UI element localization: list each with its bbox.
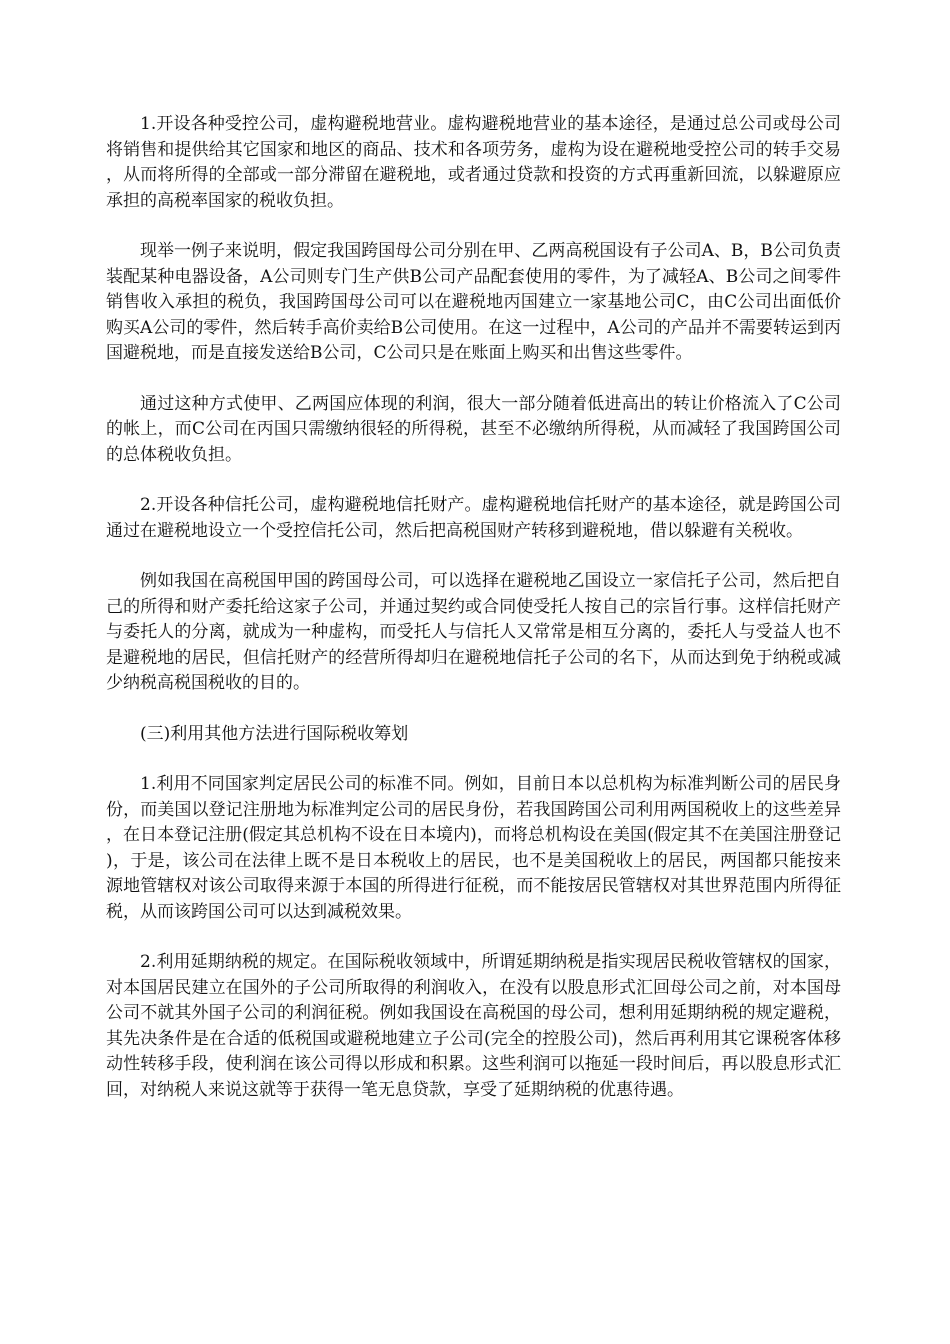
paragraph-trust-example: 例如我国在高税国甲国的跨国母公司，可以选择在避税地乙国设立一家信托子公司，然后把自己的所得和财产委托给这家子公司，并通过契约或合同使受托人按自己的宗旨行事。这样信托财产与委托人的分离，就成为一种虚构，而受托人与信托人又常常是相互分离的，委托人与受益人也不是避税地的居民，但信托财产的经营所得却归在避税地信托子公司的名下，从而达到免于纳税或减少纳税高税国税收的目的。	[106, 571, 841, 693]
document-body	[106, 112, 841, 1128]
paragraph-deferred-tax: 2.利用延期纳税的规定。在国际税收领域中，所谓延期纳税是指实现居民税收管辖权的国家，对本国居民建立在国外的子公司所取得的利润收入，在没有以股息形式汇回母公司之前，对本国母公司不就其外国子公司的利润征税。例如我国设在高税国的母公司，想利用延期纳税的规定避税，其先决条件是在合适的低税国或避税地建立子公司(完全的控股公司)，然后再利用其它课税客体移动性转移手段，使利润在该公司得以形成和积累。这些利润可以拖延一段时间后，再以股息形式汇回，对纳税人来说这就等于获得一笔无息贷款，享受了延期纳税的优惠待遇。	[106, 952, 841, 1100]
paragraph-trust-company: 2.开设各种信托公司，虚构避税地信托财产。虚构避税地信托财产的基本途径，就是跨国公司通过在避税地设立一个受控信托公司，然后把高税国财产转移到避税地，借以躲避有关税收。	[106, 495, 841, 541]
paragraph-example: 现举一例子来说明，假定我国跨国母公司分别在甲、乙两高税国设有子公司A、B，B公司负责装配某种电器设备，A公司则专门生产供B公司产品配套使用的零件，为了减轻A、B公司之间零件销售收入承担的税负，我国跨国母公司可以在避税地丙国建立一家基地公司C，由C公司出面低价购买A公司的零件，然后转手高价卖给B公司使用。在这一过程中，A公司的产品并不需要转运到丙国避税地，而是直接发送给B公司，C公司只是在账面上购买和出售这些零件。	[106, 241, 841, 363]
paragraph-profit-transfer: 通过这种方式使甲、乙两国应体现的利润，很大一部分随着低进高出的转让价格流入了C公司的帐上，而C公司在丙国只需缴纳很轻的所得税，甚至不必缴纳所得税，从而减轻了我国跨国公司的总体税收负担。	[106, 393, 841, 465]
paragraph-residency-standard: 1.利用不同国家判定居民公司的标准不同。例如，目前日本以总机构为标准判断公司的居民身份，而美国以登记注册地为标准判定公司的居民身份，若我国跨国公司利用两国税收上的这些差异，在日本登记注册(假定其总机构不设在日本境内)，而将总机构设在美国(假定其不在美国注册登记)，于是，该公司在法律上既不是日本税收上的居民，也不是美国税收上的居民，两国都只能按来源地管辖权对该公司取得来源于本国的所得进行征税，而不能按居民管辖权对其世界范围内所得征税，从而该跨国公司可以达到减税效果。	[106, 774, 841, 922]
section-heading: (三)利用其他方法进行国际税收筹划	[140, 723, 409, 744]
paragraph-controlled-company: 1.开设各种受控公司，虚构避税地营业。虚构避税地营业的基本途径，是通过总公司或母公司将销售和提供给其它国家和地区的商品、技术和各项劳务，虚构为设在避税地受控公司的转手交易，从而将所得的全部或一部分滞留在避税地，或者通过贷款和投资的方式再重新回流，以躲避原应承担的高税率国家的税收负担。	[106, 114, 841, 211]
